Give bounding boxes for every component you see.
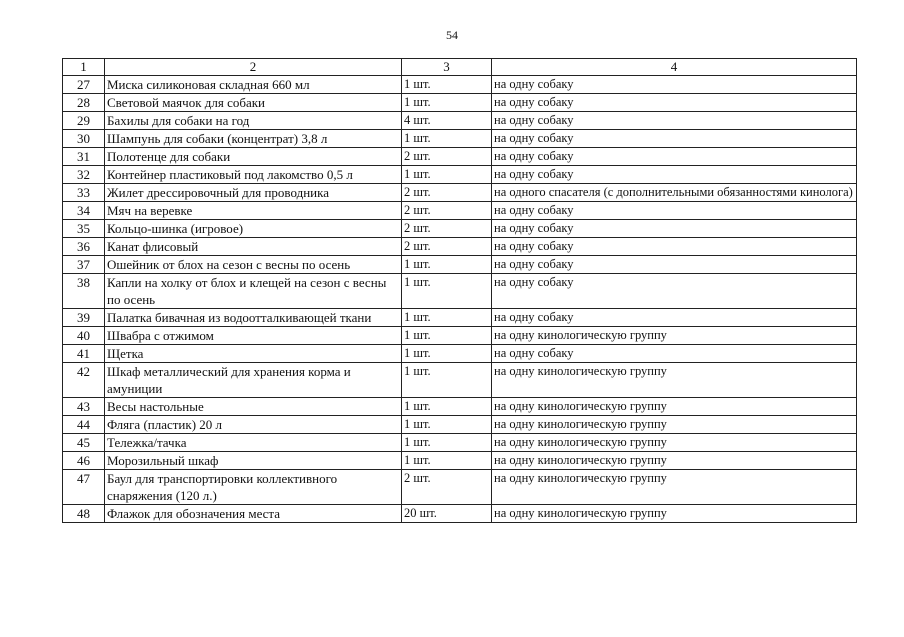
item-quantity: 1 шт. (402, 363, 492, 398)
item-norm: на одну кинологическую группу (492, 505, 857, 523)
item-norm: на одну кинологическую группу (492, 398, 857, 416)
item-norm: на одну собаку (492, 76, 857, 94)
item-name: Полотенце для собаки (105, 148, 402, 166)
item-norm: на одну кинологическую группу (492, 363, 857, 398)
row-number: 44 (63, 416, 105, 434)
item-norm: на одну кинологическую группу (492, 470, 857, 505)
equipment-table (62, 58, 857, 523)
table-row (63, 416, 857, 434)
table-row (63, 130, 857, 148)
item-norm: на одну кинологическую группу (492, 434, 857, 452)
item-quantity: 20 шт. (402, 505, 492, 523)
item-quantity: 2 шт. (402, 184, 492, 202)
item-name: Контейнер пластиковый под лакомство 0,5 л (105, 166, 402, 184)
item-name: Капли на холку от блох и клещей на сезон с весны по осень (105, 274, 402, 309)
item-norm: на одну кинологическую группу (492, 416, 857, 434)
row-number: 31 (63, 148, 105, 166)
item-name: Шампунь для собаки (концентрат) 3,8 л (105, 130, 402, 148)
item-quantity: 1 шт. (402, 398, 492, 416)
item-quantity: 2 шт. (402, 220, 492, 238)
table-row (63, 398, 857, 416)
row-number: 30 (63, 130, 105, 148)
row-number: 38 (63, 274, 105, 309)
item-quantity: 2 шт. (402, 202, 492, 220)
item-name: Бахилы для собаки на год (105, 112, 402, 130)
item-norm: на одну собаку (492, 309, 857, 327)
item-name: Жилет дрессировочный для проводника (105, 184, 402, 202)
item-name: Швабра с отжимом (105, 327, 402, 345)
item-name: Морозильный шкаф (105, 452, 402, 470)
column-header-quantity: 3 (402, 59, 492, 76)
item-quantity: 1 шт. (402, 452, 492, 470)
item-name: Палатка бивачная из водоотталкивающей ткани (105, 309, 402, 327)
item-quantity: 1 шт. (402, 94, 492, 112)
item-quantity: 1 шт. (402, 345, 492, 363)
table-row (63, 345, 857, 363)
item-name: Канат флисовый (105, 238, 402, 256)
row-number: 37 (63, 256, 105, 274)
row-number: 45 (63, 434, 105, 452)
row-number: 29 (63, 112, 105, 130)
item-name: Шкаф металлический для хранения корма и амуниции (105, 363, 402, 398)
row-number: 32 (63, 166, 105, 184)
row-number: 42 (63, 363, 105, 398)
row-number: 35 (63, 220, 105, 238)
table-row (63, 309, 857, 327)
table-row (63, 94, 857, 112)
item-name: Фляга (пластик) 20 л (105, 416, 402, 434)
item-norm: на одну кинологическую группу (492, 452, 857, 470)
item-quantity: 1 шт. (402, 76, 492, 94)
item-name: Весы настольные (105, 398, 402, 416)
item-name: Кольцо-шинка (игровое) (105, 220, 402, 238)
item-name: Миска силиконовая складная 660 мл (105, 76, 402, 94)
table-row (63, 452, 857, 470)
row-number: 41 (63, 345, 105, 363)
page-number: 54 (446, 28, 458, 42)
table-header-row (63, 59, 857, 76)
item-norm: на одну собаку (492, 148, 857, 166)
row-number: 48 (63, 505, 105, 523)
item-norm: на одну собаку (492, 256, 857, 274)
item-quantity: 2 шт. (402, 238, 492, 256)
item-name: Световой маячок для собаки (105, 94, 402, 112)
item-name: Щетка (105, 345, 402, 363)
item-quantity: 1 шт. (402, 416, 492, 434)
table-row (63, 148, 857, 166)
item-norm: на одну собаку (492, 345, 857, 363)
item-norm: на одну собаку (492, 112, 857, 130)
table-row (63, 327, 857, 345)
item-norm: на одну собаку (492, 202, 857, 220)
table-body (63, 76, 857, 523)
column-header-number: 1 (63, 59, 105, 76)
item-norm: на одного спасателя (с дополнительными обязанностями кинолога) (492, 184, 857, 202)
table-row (63, 220, 857, 238)
item-quantity: 1 шт. (402, 166, 492, 184)
item-quantity: 2 шт. (402, 470, 492, 505)
item-norm: на одну кинологическую группу (492, 327, 857, 345)
item-norm: на одну собаку (492, 220, 857, 238)
item-name: Тележка/тачка (105, 434, 402, 452)
item-quantity: 4 шт. (402, 112, 492, 130)
item-name: Баул для транспортировки коллективного снаряжения (120 л.) (105, 470, 402, 505)
item-quantity: 2 шт. (402, 148, 492, 166)
table-row (63, 112, 857, 130)
table-row (63, 76, 857, 94)
row-number: 33 (63, 184, 105, 202)
column-header-name: 2 (105, 59, 402, 76)
row-number: 43 (63, 398, 105, 416)
table-row (63, 505, 857, 523)
row-number: 27 (63, 76, 105, 94)
table-row (63, 470, 857, 505)
item-name: Флажок для обозначения места (105, 505, 402, 523)
item-norm: на одну собаку (492, 274, 857, 309)
item-quantity: 1 шт. (402, 309, 492, 327)
table-row (63, 202, 857, 220)
table-row (63, 166, 857, 184)
table-row (63, 434, 857, 452)
row-number: 34 (63, 202, 105, 220)
item-name: Мяч на веревке (105, 202, 402, 220)
row-number: 36 (63, 238, 105, 256)
item-quantity: 1 шт. (402, 434, 492, 452)
column-header-norm: 4 (492, 59, 857, 76)
table-row (63, 256, 857, 274)
item-quantity: 1 шт. (402, 130, 492, 148)
row-number: 46 (63, 452, 105, 470)
table-row (63, 184, 857, 202)
table-row (63, 274, 857, 309)
item-norm: на одну собаку (492, 238, 857, 256)
item-norm: на одну собаку (492, 166, 857, 184)
row-number: 47 (63, 470, 105, 505)
row-number: 40 (63, 327, 105, 345)
row-number: 28 (63, 94, 105, 112)
item-norm: на одну собаку (492, 130, 857, 148)
table-row (63, 363, 857, 398)
item-name: Ошейник от блох на сезон с весны по осень (105, 256, 402, 274)
row-number: 39 (63, 309, 105, 327)
item-quantity: 1 шт. (402, 274, 492, 309)
item-quantity: 1 шт. (402, 256, 492, 274)
item-quantity: 1 шт. (402, 327, 492, 345)
table-row (63, 238, 857, 256)
item-norm: на одну собаку (492, 94, 857, 112)
